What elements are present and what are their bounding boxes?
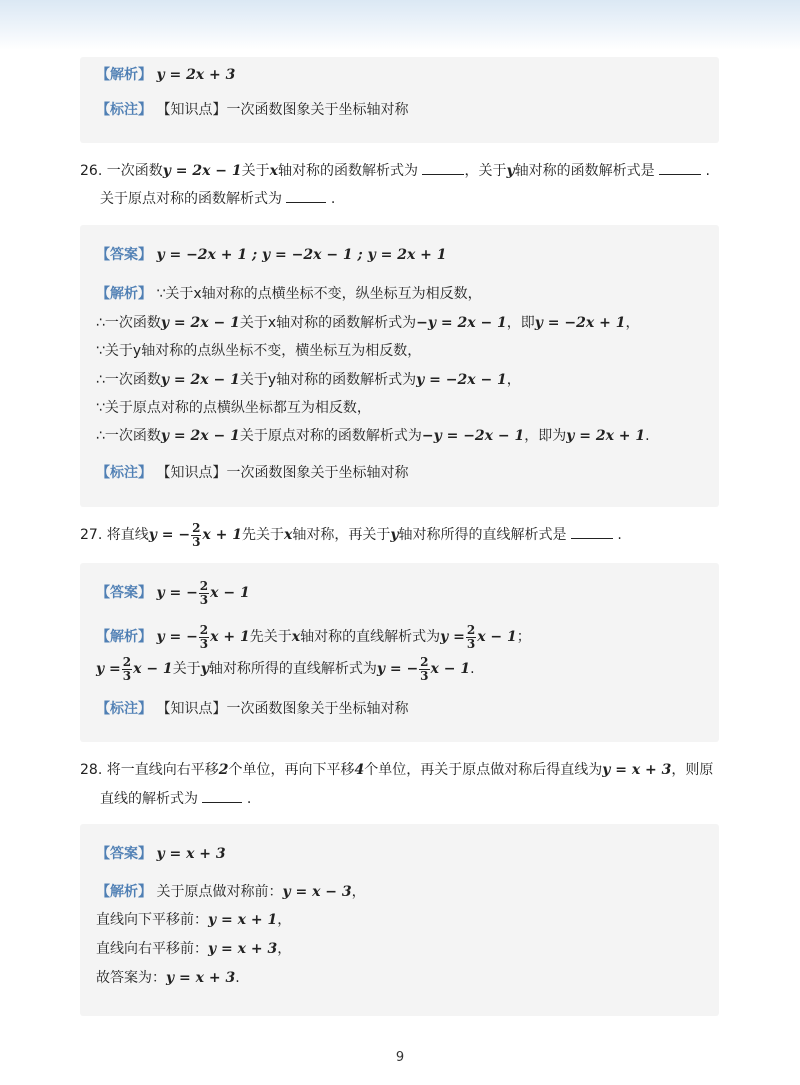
text: ，则原 — [671, 762, 714, 778]
answer-blank[interactable] — [659, 160, 701, 175]
text: 轴对称的直线解析式为 — [300, 629, 441, 645]
denominator: 3 — [199, 592, 209, 607]
text: 轴对称所得的直线解析式是 — [398, 527, 567, 543]
text: 故答案为： — [96, 970, 166, 986]
question-26-line-2 — [100, 188, 335, 209]
analysis-tag: 【解析】 — [96, 286, 152, 302]
annotation-line — [96, 100, 408, 120]
formula: y = − — [376, 661, 419, 677]
formula: x − 1 — [210, 585, 250, 601]
analysis-line-1 — [96, 882, 366, 902]
analysis-line-4 — [96, 370, 521, 390]
answer-blank[interactable] — [202, 788, 242, 803]
text: 关于 — [172, 661, 201, 677]
formula: x — [284, 527, 293, 543]
formula: y — [506, 163, 515, 179]
formula: y = −2x − 1 — [416, 372, 507, 388]
fraction — [122, 656, 132, 683]
text: ∵关于y轴对称的点纵坐标不变，横坐标互为相反数， — [96, 343, 422, 359]
formula: y = — [96, 661, 121, 677]
formula: y = − — [148, 527, 191, 543]
answer-line — [96, 245, 447, 265]
denominator: 3 — [199, 636, 209, 651]
numerator: 2 — [466, 622, 476, 637]
formula: 4 — [354, 762, 365, 778]
question-28-line-1 — [80, 760, 713, 780]
text: 轴对称所得的直线解析式为 — [208, 661, 377, 677]
analysis-tag: 【解析】 — [96, 884, 152, 900]
question-number: 28. — [80, 762, 103, 778]
analysis-tag: 【解析】 — [96, 67, 152, 83]
text: 关于原点对称的函数解析式为 — [100, 191, 282, 207]
answer-tag: 【答案】 — [96, 585, 152, 601]
formula: x − 1 — [477, 629, 517, 645]
formula: x + 1 — [210, 629, 250, 645]
formula: y = 2x − 1 — [160, 372, 240, 388]
text: 直线向右平移前： — [96, 941, 208, 957]
denominator: 3 — [420, 668, 429, 683]
solution-box-27 — [80, 563, 719, 742]
numerator: 2 — [192, 520, 201, 535]
text: 关于y轴对称的函数解析式为 — [239, 372, 417, 388]
analysis-line-2 — [96, 313, 639, 333]
fraction — [191, 522, 201, 549]
text: 将一直线向右平移 — [106, 762, 219, 778]
text: . — [470, 661, 475, 677]
formula: y = x + 3 — [208, 941, 278, 957]
analysis-line-6 — [96, 426, 650, 446]
question-27 — [80, 520, 622, 550]
text: 关于原点对称的函数解析式为 — [239, 428, 422, 444]
denominator: 3 — [192, 534, 201, 549]
formula: y = 2x − 1 — [160, 315, 240, 331]
text: ； — [516, 629, 531, 645]
text: ，即 — [506, 315, 535, 331]
formula: y = − — [156, 585, 198, 601]
text: ， — [625, 315, 640, 331]
answer-tag: 【答案】 — [96, 247, 152, 263]
text: 个单位，再向下平移 — [228, 762, 355, 778]
text: 直线的解析式为 — [100, 791, 198, 807]
analysis-line-2 — [96, 653, 475, 685]
header-background — [0, 0, 800, 50]
analysis-line-4 — [96, 968, 240, 988]
numerator: 2 — [199, 622, 209, 637]
answer-blank[interactable] — [422, 160, 464, 175]
annotation-text: 【知识点】一次函数图象关于坐标轴对称 — [156, 701, 409, 717]
text: ，即为 — [524, 428, 567, 444]
question-number: 27. — [80, 527, 103, 543]
text: 关于原点做对称前： — [156, 884, 283, 900]
question-28-line-2 — [100, 788, 251, 809]
annotation-tag: 【标注】 — [96, 465, 152, 481]
text: ∴一次函数 — [96, 372, 161, 388]
text: ， — [351, 884, 366, 900]
denominator: 3 — [122, 668, 132, 683]
formula: y = 2x − 1 — [162, 163, 242, 179]
analysis-line-1 — [96, 284, 482, 304]
fraction — [466, 624, 476, 651]
analysis-line-3 — [96, 341, 421, 361]
answer-line — [96, 844, 226, 864]
formula: x − 1 — [430, 661, 471, 677]
formula: y = x + 3 — [602, 762, 672, 778]
formula: y = x + 1 — [208, 912, 278, 928]
answer-line — [96, 577, 250, 609]
text: . — [705, 163, 710, 179]
analysis-line-1 — [96, 621, 531, 653]
text: 先关于 — [249, 629, 292, 645]
text: 关于x轴对称的函数解析式为 — [239, 315, 417, 331]
text: ∴一次函数 — [96, 315, 161, 331]
annotation-text: 【知识点】一次函数图象关于坐标轴对称 — [156, 465, 409, 481]
text: ， — [277, 941, 292, 957]
answer-tag: 【答案】 — [96, 846, 152, 862]
fraction — [419, 656, 429, 683]
question-number: 26. — [80, 163, 103, 179]
analysis-line-3 — [96, 939, 291, 959]
formula: y = −2x + 1 — [534, 315, 626, 331]
text: ∵关于x轴对称的点横坐标不变，纵坐标互为相反数， — [156, 286, 482, 302]
annotation-tag: 【标注】 — [96, 102, 152, 118]
question-26-line-1 — [80, 160, 710, 181]
solution-box-28 — [80, 824, 719, 1016]
formula: −y = −2x − 1 — [421, 428, 525, 444]
page-number: 9 — [395, 1050, 405, 1065]
text: 关于 — [241, 163, 270, 179]
formula: −y = 2x − 1 — [416, 315, 507, 331]
annotation-tag: 【标注】 — [96, 701, 152, 717]
text: 轴对称的函数解析式是 — [514, 163, 655, 179]
numerator: 2 — [199, 578, 209, 593]
text: 将直线 — [106, 527, 149, 543]
denominator: 3 — [466, 636, 476, 651]
answer-formula: y = −2x + 1 ; y = −2x − 1 ; y = 2x + 1 — [156, 247, 447, 263]
fraction — [199, 580, 209, 607]
text: 先关于 — [242, 527, 284, 543]
text: . — [235, 970, 240, 986]
formula: y = − — [156, 629, 198, 645]
annotation-line — [96, 699, 408, 719]
text: ，关于 — [464, 163, 507, 179]
formula: x − 1 — [133, 661, 173, 677]
solution-box-25 — [80, 57, 719, 143]
answer-blank[interactable] — [571, 524, 613, 539]
analysis-line-2 — [96, 910, 291, 930]
text: 轴对称，再关于 — [292, 527, 391, 543]
formula: x + 1 — [202, 527, 242, 543]
formula: y — [390, 527, 399, 543]
text: ∴一次函数 — [96, 428, 161, 444]
text: ， — [277, 912, 292, 928]
numerator: 2 — [122, 654, 132, 669]
numerator: 2 — [420, 654, 429, 669]
annotation-text: 【知识点】一次函数图象关于坐标轴对称 — [156, 102, 409, 118]
text: ∵关于原点对称的点横纵坐标都互为相反数， — [96, 400, 371, 416]
text: 一次函数 — [106, 163, 163, 179]
text: 轴对称的函数解析式为 — [278, 163, 418, 179]
formula: y = x + 3 — [166, 970, 236, 986]
text: 直线向下平移前： — [96, 912, 208, 928]
formula: y = x − 3 — [282, 884, 352, 900]
text: . — [645, 428, 650, 444]
text: 个单位，再关于原点做对称后得直线为 — [364, 762, 603, 778]
formula: y = 2x + 1 — [566, 428, 646, 444]
text: . — [617, 527, 622, 543]
analysis-formula: y = 2x + 3 — [156, 67, 236, 83]
analysis-tag: 【解析】 — [96, 629, 152, 645]
analysis-line-5 — [96, 398, 371, 418]
text: ， — [506, 372, 521, 388]
solution-box-26 — [80, 225, 719, 507]
text: . — [246, 791, 252, 807]
formula: y = — [440, 629, 465, 645]
formula: x — [291, 629, 301, 645]
formula: x — [269, 163, 278, 179]
formula: y = 2x − 1 — [160, 428, 240, 444]
formula: y — [200, 661, 209, 677]
formula: 2 — [218, 762, 229, 778]
answer-blank[interactable] — [286, 188, 326, 203]
text: . — [330, 191, 336, 207]
fraction — [199, 624, 209, 651]
analysis-line — [96, 65, 235, 85]
answer-formula: y = x + 3 — [156, 846, 226, 862]
annotation-line — [96, 463, 408, 483]
